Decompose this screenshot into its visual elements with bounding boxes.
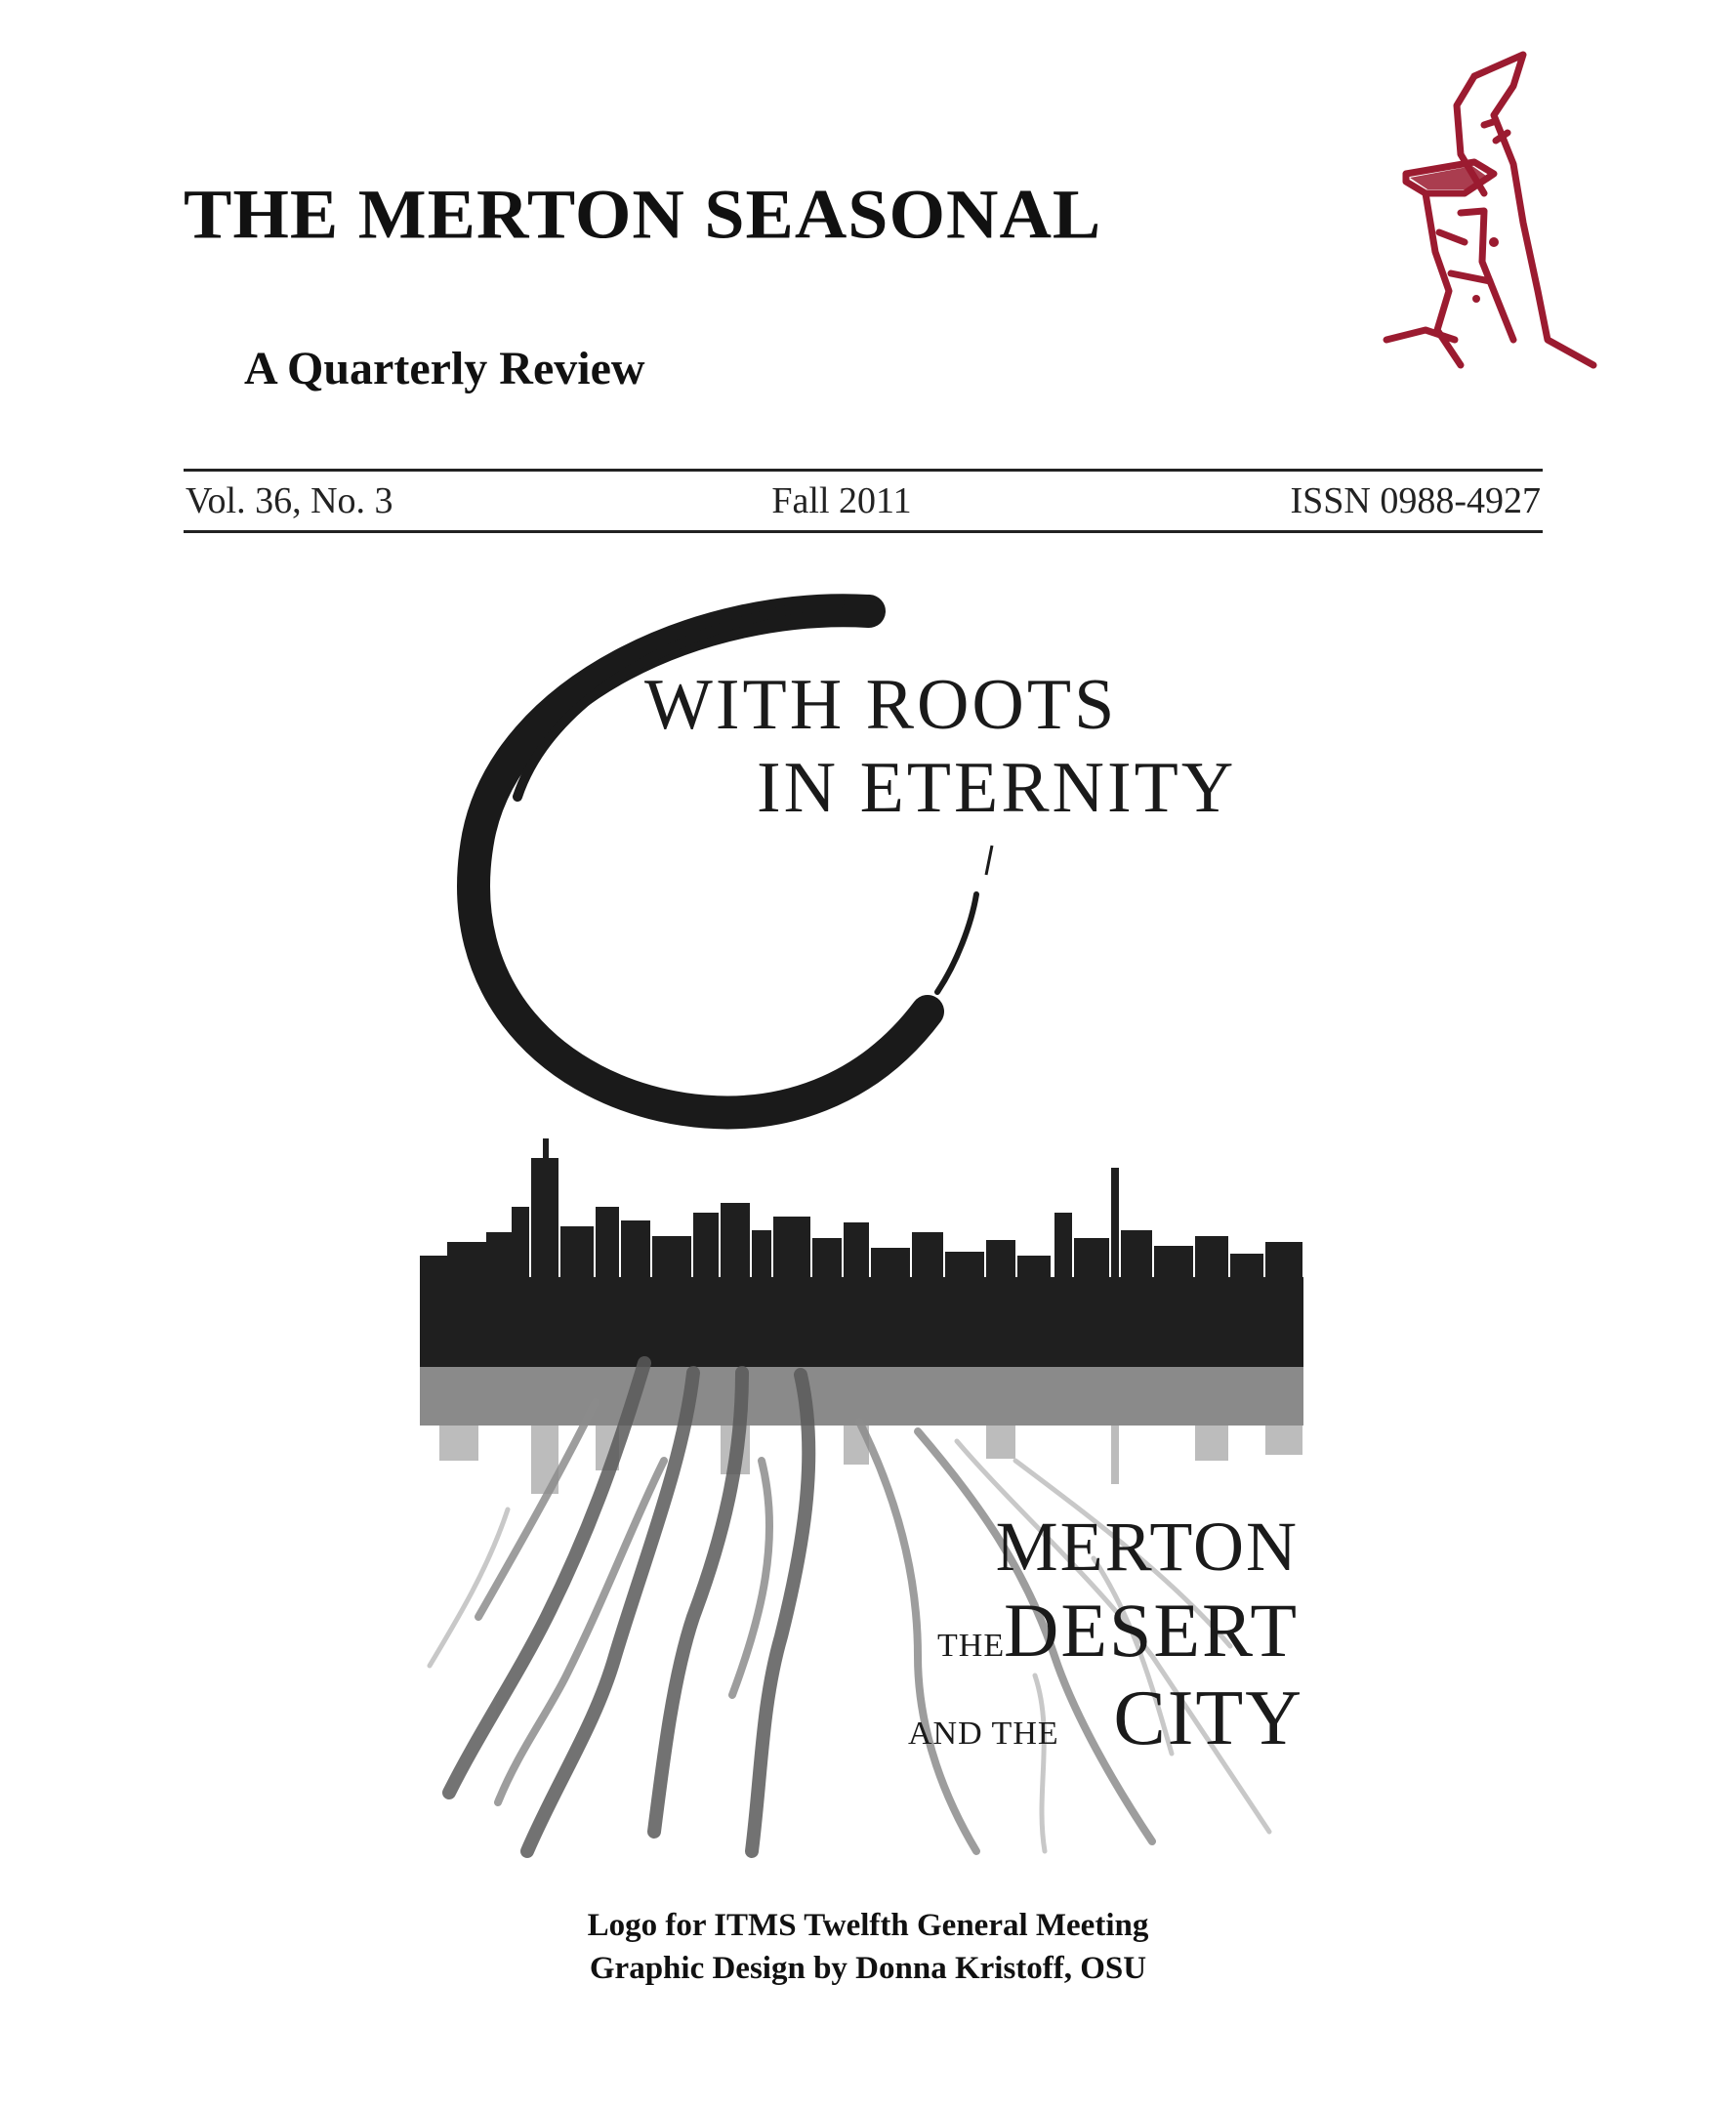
reflection-band: [420, 1367, 1303, 1426]
logo-word-merton: MERTON: [995, 1508, 1299, 1586]
logo-word-and-the: AND THE: [908, 1715, 1059, 1752]
city-skyline-icon: [420, 1138, 1303, 1367]
logo-line-in-eternity: IN ETERNITY: [757, 748, 1237, 828]
logo-word-city: CITY: [1113, 1675, 1303, 1761]
caption-line-meeting: Logo for ITMS Twelfth General Meeting: [587, 1908, 1149, 1943]
masthead-bar: [184, 469, 1543, 533]
volume-number: Vol. 36, No. 3: [186, 480, 393, 521]
hooded-figure-sketch-icon: [1367, 47, 1601, 375]
page-subtitle: A Quarterly Review: [244, 343, 645, 394]
issn-number: ISSN 0988-4927: [1290, 480, 1541, 521]
logo-word-desert: DESERT: [1004, 1588, 1299, 1673]
issue-season: Fall 2011: [771, 480, 912, 521]
cover-caption: [0, 1904, 1736, 1990]
logo-line-with-roots: WITH ROOTS: [644, 665, 1118, 745]
caption-line-credit: Graphic Design by Donna Kristoff, OSU: [589, 1951, 1147, 1986]
page-title: THE MERTON SEASONAL: [184, 175, 1102, 255]
logo-word-the: THE: [937, 1628, 1006, 1664]
meeting-logo-artwork: [410, 582, 1347, 1890]
